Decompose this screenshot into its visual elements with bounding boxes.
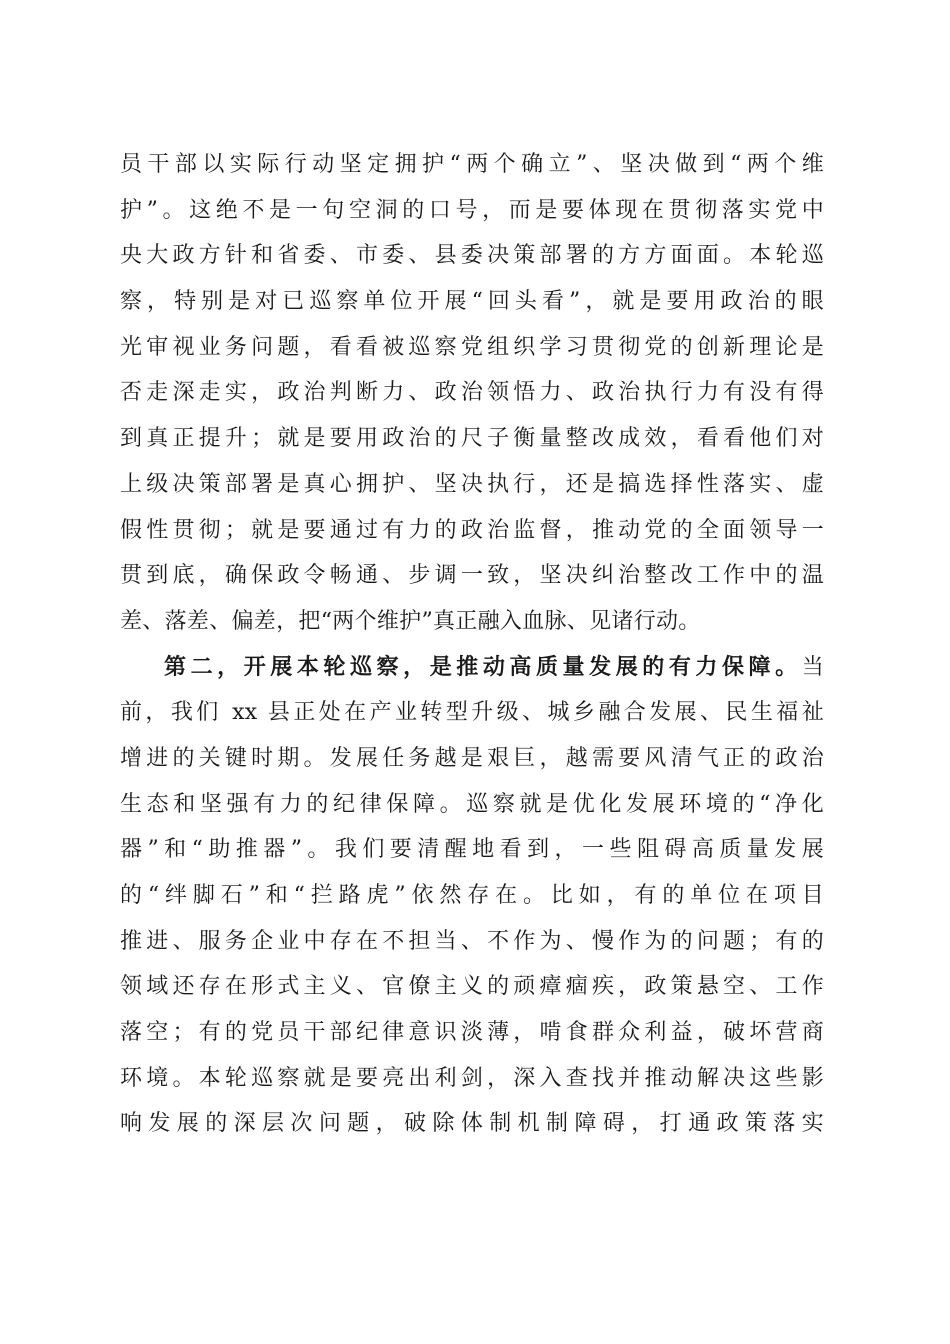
- text-line: 环境。本轮巡察就是要亮出利剑，深入查找并推动解决这些影: [120, 1065, 824, 1091]
- text-line: 上级决策部署是真心拥护、坚决执行，还是搞选择性落实、虚: [120, 471, 824, 497]
- text-line: 响发展的深层次问题，破除体制机制障碍，打通政策落实: [120, 1111, 824, 1137]
- text-line-first: [120, 645, 824, 691]
- text-line: 推进、服务企业中存在不担当、不作为、慢作为的问题；有的: [120, 928, 824, 954]
- paragraph-lead: 第二，开展本轮巡察，是推动高质量发展的有力保障。: [164, 653, 802, 680]
- text-line: 的“绊脚石”和“拦路虎”依然存在。比如，有的单位在项目: [120, 883, 824, 908]
- text-line: 到真正提升；就是要用政治的尺子衡量整改成效，看看他们对: [120, 426, 824, 452]
- text-line: 察，特别是对已巡察单位开展“回头看”，就是要用政治的眼: [120, 289, 824, 315]
- text-line: 央大政方针和省委、市委、县委决策部署的方方面面。本轮巡: [120, 243, 824, 269]
- text-line: 领域还存在形式主义、官僚主义的顽瘴痼疾，政策悬空、工作: [120, 974, 824, 1000]
- text-line: 生态和坚强有力的纪律保障。巡察就是优化发展环境的“净化: [120, 791, 824, 817]
- text-line: 员干部以实际行动坚定拥护“两个确立”、坚决做到“两个维: [120, 152, 824, 177]
- text-line: 前，我们 xx 县正处在产业转型升级、城乡融合发展、民生福祉: [120, 700, 824, 726]
- text-line: 假性贯彻；就是要通过有力的政治监督，推动党的全面领导一: [120, 517, 824, 543]
- text-line: 光审视业务问题，看看被巡察党组织学习贯彻党的创新理论是: [120, 334, 824, 360]
- text-line: 增进的关键时期。发展任务越是艰巨，越需要风清气正的政治: [120, 745, 824, 771]
- text-line: 器”和“助推器”。我们要清醒地看到，一些阻碍高质量发展: [120, 837, 824, 863]
- text-line: 贯到底，确保政令畅通、步调一致，坚决纠治整改工作中的温: [120, 563, 824, 589]
- paragraph-1: [120, 142, 824, 645]
- text-line: 护”。这绝不是一句空洞的口号，而是要体现在贯彻落实党中: [120, 197, 824, 223]
- lead-continuation: 当: [801, 654, 824, 680]
- body-text: [120, 142, 824, 1147]
- text-line: 否走深走实，政治判断力、政治领悟力、政治执行力有没有得: [120, 380, 824, 406]
- text-line: 落空；有的党员干部纪律意识淡薄，啃食群众利益，破坏营商: [120, 1020, 824, 1046]
- text-line: 差、落差、偏差，把“两个维护”真正融入血脉、见诸行动。: [120, 608, 701, 634]
- paragraph-2: [120, 645, 824, 1148]
